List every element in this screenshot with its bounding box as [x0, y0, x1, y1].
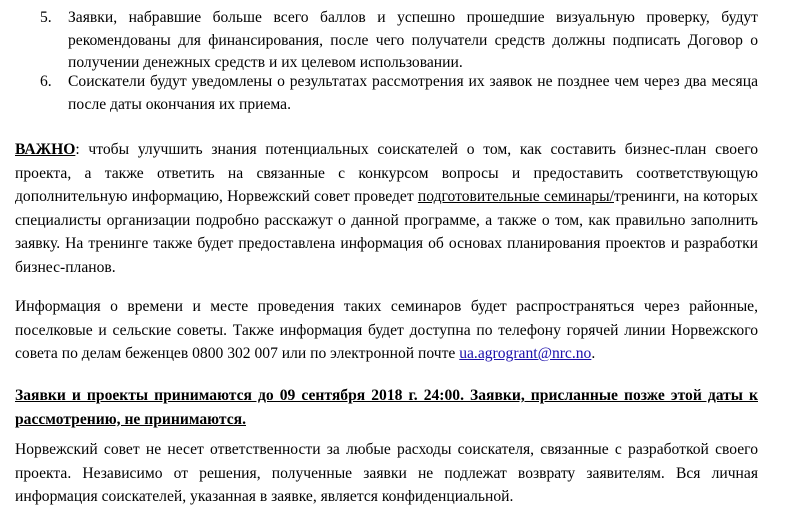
seminars-link[interactable]: подготовительные семинары/ — [417, 188, 614, 205]
info-text: Информация о времени и месте проведения таких семинаров будет распространяться через районные, поселковые и сельские советы. Также информация будет доступна по телефону горячей линии Норвежского совета по делам беженцев 0800 302 007 или по электронной почте — [15, 298, 758, 362]
email-link[interactable]: ua.agrogrant@nrc.no — [459, 345, 592, 362]
important-label: ВАЖНО — [15, 141, 76, 158]
list-number: 5. — [40, 9, 52, 26]
list-item-text: Соискатели будут уведомлены о результатах рассмотрения их заявок не позднее чем через два месяца после даты окончания их приема. — [68, 73, 758, 113]
list-item-6 — [15, 71, 758, 117]
list-item-text: Заявки, набравшие больше всего баллов и успешно прошедшие визуальную проверку, будут рекомендованы для финансирования, после чего получатели средств должны подписать Договор о получении денежных средств и их целевом использовании. — [68, 9, 758, 71]
list-number: 6. — [40, 73, 52, 90]
info-end: . — [591, 345, 596, 362]
important-paragraph — [15, 138, 758, 279]
important-text-start: : чтобы улучшить знания потенциальных соискателей о том, как составить бизнес-план своего проекта, а также ответить на связанные с конкурсом вопросы и предоставить соответствующую дополнительную информацию, Норвежский совет проведет — [15, 141, 758, 205]
deadline-notice: Заявки и проекты принимаются до 09 сентября 2018 г. 24:00. Заявки, присланные позже этой даты к рассмотрению, не принимаются. — [15, 387, 758, 428]
info-paragraph — [15, 295, 758, 366]
important-text-end: тренинги, на которых специалисты организации подробно расскажут о данной программе, а также о том, как правильно заполнить заявку. На тренинге также будет предоставлена информация об основах планирования проектов и разработки бизнес-планов. — [15, 188, 758, 276]
list-item-5 — [15, 7, 758, 75]
disclaimer-paragraph: Норвежский совет не несет ответственности за любые расходы соискателя, связанные с разработкой своего проекта. Независимо от решения, полученные заявки не подлежат возврату заявителям. Вся личная информация соискателей, указанная в заявке, является конфиденциальной. — [15, 441, 758, 505]
